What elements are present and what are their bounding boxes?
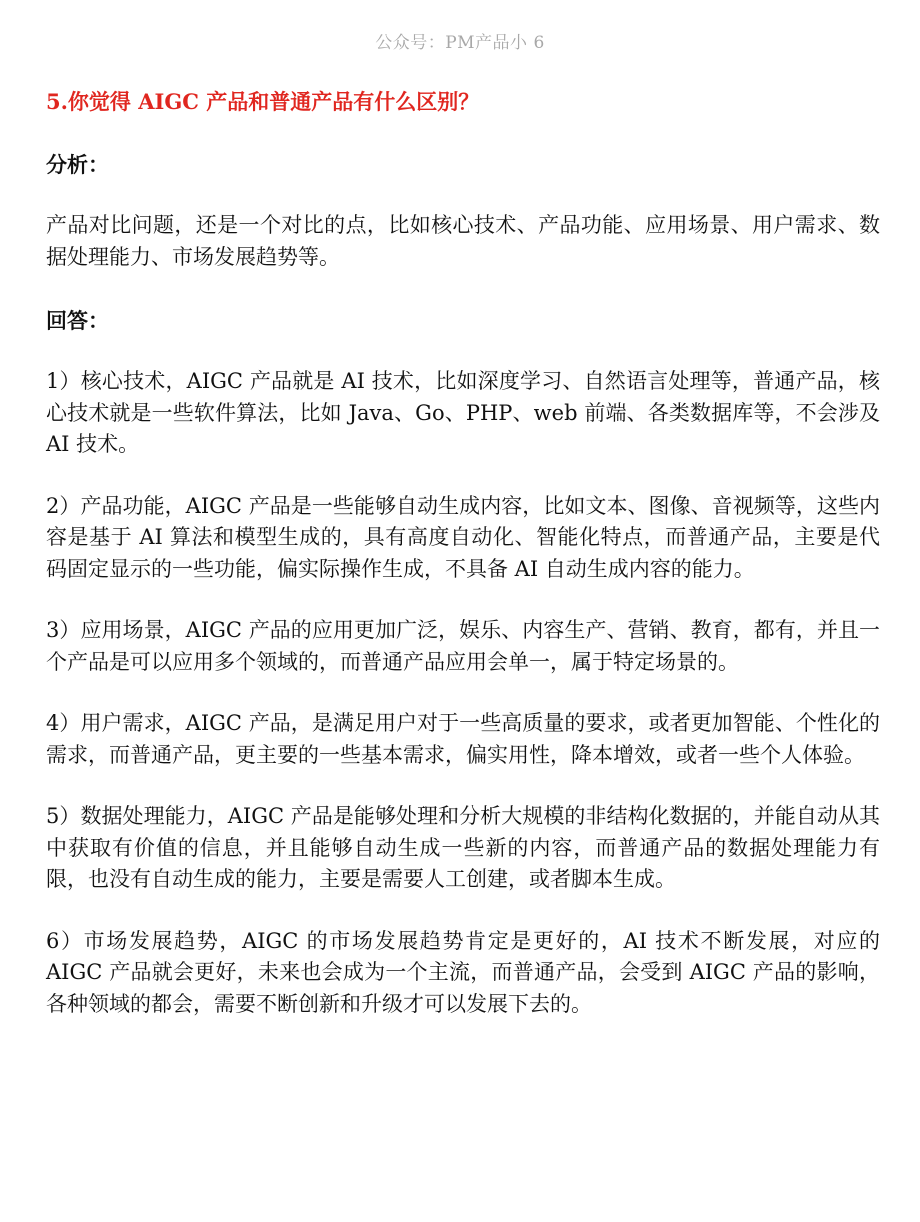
answer-item-market-trend: 6）市场发展趋势，AIGC 的市场发展趋势肯定是更好的，AI 技术不断发展，对应的 AIGC 产品就会更好，未来也会成为一个主流，而普通产品，会受到 AIGC 产品的影响，各种领域的都会，需要不断创新和升级才可以发展下去的。 (46, 928, 880, 1016)
answer-label: 回答： (46, 308, 109, 333)
answer-item-application-scenario: 3）应用场景，AIGC 产品的应用更加广泛，娱乐、内容生产、营销、教育，都有，并且一个产品是可以应用多个领域的，而普通产品应用会单一，属于特定场景的。 (46, 618, 880, 674)
answer-item-product-function: 2）产品功能，AIGC 产品是一些能够自动生成内容，比如文本、图像、音视频等，这些内容是基于 AI 算法和模型生成的，具有高度自动化、智能化特点，而普通产品，主要是代码固定显示的一些功能，偏实际操作生成，不具备 AI 自动生成内容的能力。 (46, 493, 880, 581)
document-body (46, 86, 880, 1020)
analysis-text: 产品对比问题，还是一个对比的点，比如核心技术、产品功能、应用场景、用户需求、数据处理能力、市场发展趋势等。 (46, 213, 880, 269)
answer-item-data-processing: 5）数据处理能力，AIGC 产品是能够处理和分析大规模的非结构化数据的，并能自动从其中获取有价值的信息，并且能够自动生成一些新的内容，而普通产品的数据处理能力有限，也没有自动生成的能力，主要是需要人工创建，或者脚本生成。 (46, 804, 880, 891)
analysis-label: 分析： (46, 152, 109, 177)
question-title: 5.你觉得 AIGC 产品和普通产品有什么区别？ (46, 89, 480, 114)
answer-list (46, 366, 880, 1020)
answer-item-user-needs: 4）用户需求，AIGC 产品，是满足用户对于一些高质量的要求，或者更加智能、个性化的需求，而普通产品，更主要的一些基本需求，偏实用性，降本增效，或者一些个人体验。 (46, 711, 880, 767)
page-header: 公众号：PM产品小 6 (375, 33, 545, 53)
answer-item-core-tech: 1）核心技术，AIGC 产品就是 AI 技术，比如深度学习、自然语言处理等，普通产品，核心技术就是一些软件算法，比如 Java、Go、PHP、web 前端、各类数据库等，不会涉及 AI 技术。 (46, 369, 880, 456)
